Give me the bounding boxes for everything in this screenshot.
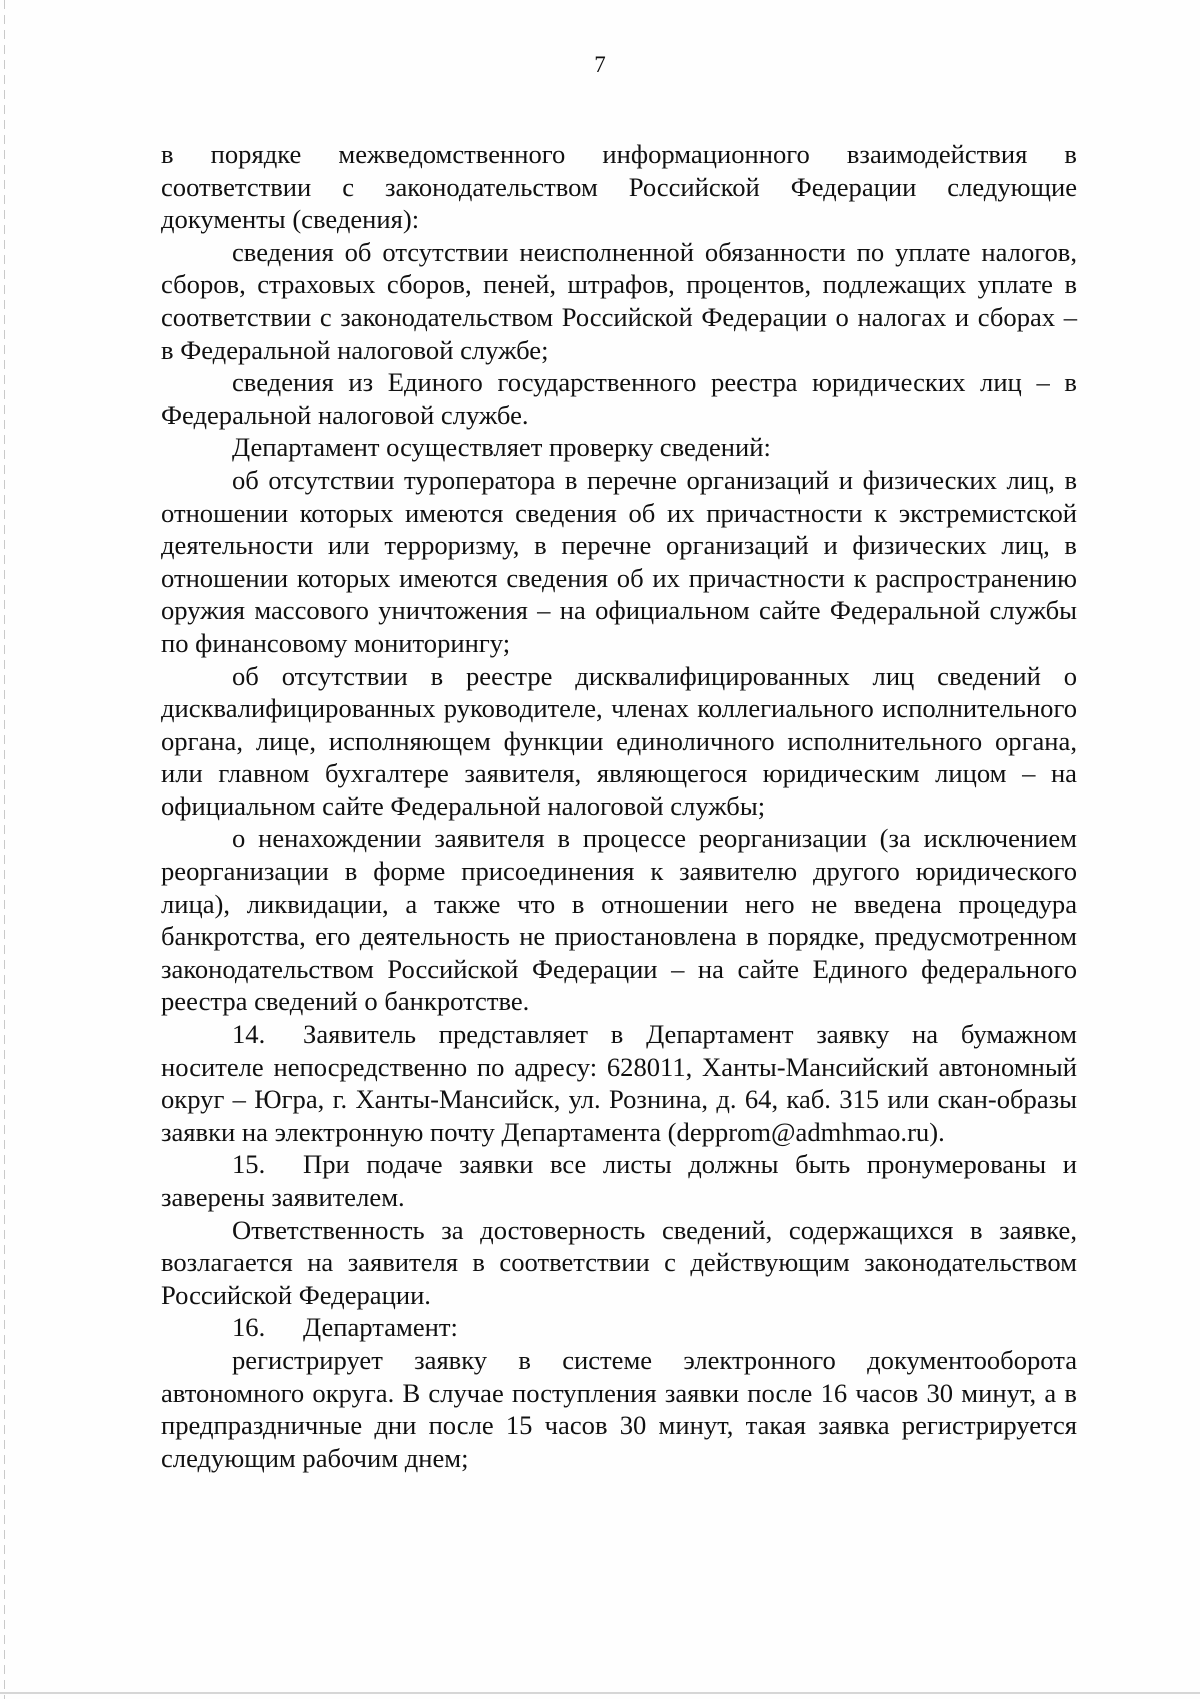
paragraph: в порядке межведомственного информационного взаимодействия в соответствии с законодательством Российской Федерации следующие документы (сведения): bbox=[161, 139, 1077, 235]
paragraph: Ответственность за достоверность сведений, содержащихся в заявке, возлагается на заявителя в соответствии с действующим законодательством Российской Федерации. bbox=[161, 1214, 1077, 1310]
paragraph: о ненахождении заявителя в процессе реорганизации (за исключением реорганизации в форме присоединения к заявителю другого юридического лица), ликвидации, а также что в отношении него не введена процедура банкротства, его деятельность не приостановлена в порядке, предусмотренном законодательством Российской Федерации – на сайте Единого федерального реестра сведений о банкротстве. bbox=[161, 823, 1077, 1017]
paragraph: об отсутствии в реестре дисквалифицированных лиц сведений о дисквалифицированных руководителе, членах коллегиального исполнительного органа, лице, исполняющем функции единоличного исполнительного органа, или главном бухгалтере заявителя, являющегося юридическим лицом – на официальном сайте Федеральной налоговой службы; bbox=[161, 660, 1077, 821]
document-body bbox=[161, 138, 1077, 1474]
numbered-paragraph-15 bbox=[161, 1148, 1077, 1213]
page-number: 7 bbox=[594, 52, 606, 77]
scan-edge-left bbox=[4, 0, 5, 1699]
paragraph-number: 16. bbox=[232, 1312, 266, 1343]
paragraph-text: При подаче заявки все листы должны быть пронумерованы и заверены заявителем. bbox=[161, 1149, 1077, 1212]
paragraph: сведения из Единого государственного реестра юридических лиц – в Федеральной налоговой службе. bbox=[161, 367, 1077, 430]
paragraph-number: 15. bbox=[232, 1149, 266, 1180]
paragraph-text: Департамент: bbox=[303, 1312, 458, 1343]
paragraph-text: Заявитель представляет в Департамент заявку на бумажном носителе непосредственно по адресу: 628011, Ханты-Мансийский автономный округ – Югра, г. Ханты-Мансийск, ул. Рознина, д. 64, каб. 315 или скан-образы заявки на электронную почту Департамента (depprom@admhmao.ru). bbox=[161, 1019, 1077, 1147]
paragraph: об отсутствии туроператора в перечне организаций и физических лиц, в отношении которых имеются сведения об их причастности к экстремистской деятельности или терроризму, в перечне организаций и физических лиц, в отношении которых имеются сведения об их причастности к распространению оружия массового уничтожения – на официальном сайте Федеральной службы по финансовому мониторингу; bbox=[161, 464, 1077, 658]
paragraph: Департамент осуществляет проверку сведений: bbox=[232, 432, 771, 463]
paragraph-number: 14. bbox=[232, 1019, 266, 1050]
numbered-paragraph-16 bbox=[161, 1311, 1077, 1344]
scan-edge-bottom bbox=[0, 1692, 1200, 1694]
paragraph: регистрирует заявку в системе электронного документооборота автономного округа. В случае поступления заявки после 16 часов 30 минут, а в предпраздничные дни после 15 часов 30 минут, такая заявка регистрируется следующим рабочим днем; bbox=[161, 1344, 1077, 1473]
paragraph: сведения об отсутствии неисполненной обязанности по уплате налогов, сборов, страховых сборов, пеней, штрафов, процентов, подлежащих уплате в соответствии с законодательством Российской Федерации о налогах и сборах – в Федеральной налоговой службе; bbox=[161, 236, 1077, 365]
numbered-paragraph-14 bbox=[161, 1018, 1077, 1148]
